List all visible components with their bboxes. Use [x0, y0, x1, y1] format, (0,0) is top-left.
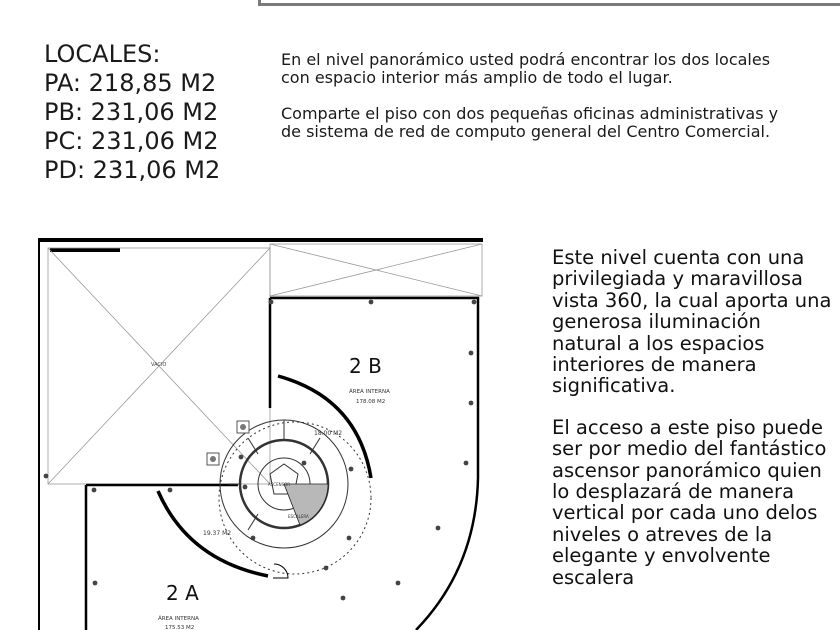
office-1-area: 18.00 M2 — [314, 430, 343, 437]
locales-heading: LOCALES: — [44, 40, 161, 68]
room-2b-name: 2 B — [349, 354, 382, 378]
top-frame-decoration — [258, 0, 840, 6]
plan-void-area — [48, 244, 482, 484]
plan-columns — [44, 300, 477, 601]
entry-door — [273, 564, 288, 578]
locale-pc-area: PC: 231,06 M2 — [44, 127, 219, 155]
floor-plan-drawing — [38, 238, 486, 630]
void-label: VACIO — [151, 362, 167, 368]
intro-text — [281, 51, 781, 159]
intro-paragraph-2: Comparte el piso con dos pequeñas oficinas administrativas y de sistema de red de computo general del Centro Comercial. — [281, 104, 779, 141]
stair-core-label: ASCENSOR — [268, 482, 291, 487]
side-paragraph-2: El acceso a este piso puede ser por medio del fantástico ascensor panorámico quien lo desplazará de manera vertical por cada uno delos niveles o atreves de la elegante y envolvente escalera — [552, 415, 827, 589]
locale-pa-area: PA: 218,85 M2 — [44, 69, 217, 97]
intro-paragraph-1: En el nivel panorámico usted podrá encontrar los dos locales con espacio interior más amplio de todo el lugar. — [281, 50, 771, 87]
room-2a-area-label: ÁREA INTERNA — [158, 616, 199, 622]
side-paragraph-1: Este nivel cuenta con una privilegiada y maravillosa vista 360, la cual aporta una generosa iluminación natural a los espacios interiores de manera significativa. — [552, 246, 832, 398]
locales-summary — [44, 40, 220, 185]
floor-plan — [38, 238, 486, 630]
locale-pb-area: PB: 231,06 M2 — [44, 98, 219, 126]
office-2-area: 19.37 M2 — [203, 530, 232, 537]
office-partitions — [158, 376, 371, 576]
room-2b-area-label: ÁREA INTERNA — [349, 389, 390, 395]
room-2a-name: 2 A — [166, 581, 199, 605]
room-2b-area-value: 178.08 M2 — [356, 399, 386, 405]
stair-label: ESCALERA — [288, 514, 309, 519]
room-2a-area-value: 175.53 M2 — [165, 625, 195, 630]
side-description — [552, 247, 832, 608]
locale-pd-area: PD: 231,06 M2 — [44, 156, 221, 184]
